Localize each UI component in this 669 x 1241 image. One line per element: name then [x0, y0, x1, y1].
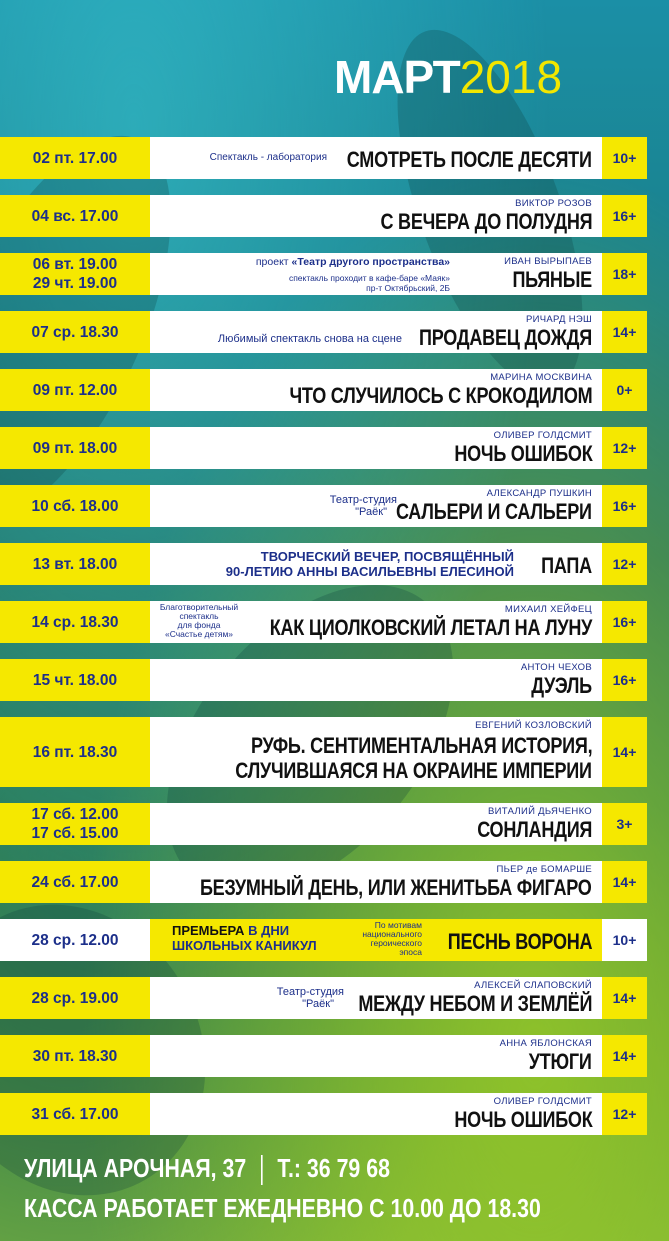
- age-rating: 18+: [602, 253, 647, 295]
- event-note: эпоса: [399, 947, 422, 957]
- event-row[interactable]: [0, 803, 647, 845]
- event-note: "Раёк": [302, 998, 334, 1010]
- event-note: "Раёк": [355, 506, 387, 518]
- event-row[interactable]: [0, 311, 647, 353]
- event-date: 17 сб. 12.00 17 сб. 15.00: [0, 803, 150, 845]
- event-body: [150, 1035, 602, 1077]
- event-body: [150, 977, 602, 1019]
- show-title: ПАПА: [541, 553, 592, 578]
- show-title: САЛЬЕРИ И САЛЬЕРИ: [396, 499, 592, 524]
- show-title: КАК ЦИОЛКОВСКИЙ ЛЕТАЛ НА ЛУНУ: [269, 615, 592, 640]
- event-row[interactable]: [0, 195, 647, 237]
- age-rating: 10+: [602, 919, 647, 961]
- event-date: 14 ср. 18.30: [0, 601, 150, 643]
- event-author: АЛЕКСАНДР ПУШКИН: [486, 488, 592, 499]
- event-body: [150, 427, 602, 469]
- event-body: [150, 543, 602, 585]
- show-title: ДУЭЛЬ: [531, 673, 592, 698]
- event-date: 16 пт. 18.30: [0, 717, 150, 787]
- event-row[interactable]: [0, 427, 647, 469]
- event-body: [150, 311, 602, 353]
- event-date: 13 вт. 18.00: [0, 543, 150, 585]
- event-author: МАРИНА МОСКВИНА: [490, 372, 592, 383]
- show-title: ПРОДАВЕЦ ДОЖДЯ: [418, 325, 592, 350]
- event-row[interactable]: [0, 1093, 647, 1135]
- event-date: 15 чт. 18.00: [0, 659, 150, 701]
- event-author: ПЬЕР де БОМАРШЕ: [496, 864, 592, 875]
- footer-address: УЛИЦА АРОЧНАЯ, 37: [24, 1153, 247, 1183]
- event-body: [150, 601, 602, 643]
- age-rating: 14+: [602, 1035, 647, 1077]
- age-rating: 14+: [602, 311, 647, 353]
- age-rating: 14+: [602, 717, 647, 787]
- event-body: [150, 861, 602, 903]
- event-note: Театр-студия: [329, 494, 397, 506]
- show-title: ЧТО СЛУЧИЛОСЬ С КРОКОДИЛОМ: [289, 383, 592, 408]
- footer-divider: [261, 1155, 263, 1185]
- event-note: спектакль: [179, 611, 219, 621]
- event-date: 28 ср. 12.00: [0, 919, 150, 961]
- event-note: По мотивам: [374, 920, 422, 930]
- footer-address-line: [24, 1153, 390, 1185]
- age-rating: 16+: [602, 601, 647, 643]
- event-date: 02 пт. 17.00: [0, 137, 150, 179]
- age-rating: 16+: [602, 195, 647, 237]
- event-row[interactable]: [0, 977, 647, 1019]
- event-body: [150, 659, 602, 701]
- venue-line: пр-т Октябрьский, 2Б: [366, 283, 450, 293]
- event-note: Любимый спектакль снова на сцене: [217, 333, 402, 345]
- event-note: Благотворительный: [159, 602, 239, 612]
- event-row[interactable]: [0, 543, 647, 585]
- show-title: НОЧЬ ОШИБОК: [453, 441, 592, 466]
- age-rating: 16+: [602, 485, 647, 527]
- age-rating: 12+: [602, 1093, 647, 1135]
- age-rating: 14+: [602, 977, 647, 1019]
- event-author: ВИТАЛИЙ ДЬЯЧЕНКО: [488, 806, 592, 817]
- event-note: для фонда: [177, 620, 221, 630]
- event-body: [150, 137, 602, 179]
- event-date: 04 вс. 17.00: [0, 195, 150, 237]
- event-body: [150, 919, 602, 961]
- event-author: РИЧАРД НЭШ: [525, 314, 592, 325]
- event-date: 09 пт. 12.00: [0, 369, 150, 411]
- event-row[interactable]: [0, 861, 647, 903]
- event-note: Спектакль - лаборатория: [209, 152, 327, 163]
- footer-phone: Т.: 36 79 68: [277, 1153, 390, 1183]
- show-title: СМОТРЕТЬ ПОСЛЕ ДЕСЯТИ: [347, 147, 592, 172]
- event-date: 07 ср. 18.30: [0, 311, 150, 353]
- age-rating: 12+: [602, 543, 647, 585]
- title-year: 2018: [459, 51, 563, 103]
- event-body: [150, 195, 602, 237]
- event-date: 06 вт. 19.00 29 чт. 19.00: [0, 253, 150, 295]
- age-rating: 10+: [602, 137, 647, 179]
- age-rating: 0+: [602, 369, 647, 411]
- event-note: «Счастье детям»: [164, 629, 234, 639]
- event-date: 30 пт. 18.30: [0, 1035, 150, 1077]
- event-author: ВИКТОР РОЗОВ: [515, 198, 592, 209]
- show-title: ПЕСНЬ ВОРОНА: [447, 929, 592, 954]
- event-author: АЛЕКСЕЙ СЛАПОВСКИЙ: [474, 980, 592, 991]
- event-author: ИВАН ВЫРЫПАЕВ: [504, 256, 592, 267]
- event-author: МИХАИЛ ХЕЙФЕЦ: [504, 604, 592, 615]
- show-title: БЕЗУМНЫЙ ДЕНЬ, ИЛИ ЖЕНИТЬБА ФИГАРО: [200, 875, 592, 900]
- event-date: 31 сб. 17.00: [0, 1093, 150, 1135]
- show-title: НОЧЬ ОШИБОК: [453, 1107, 592, 1132]
- event-row[interactable]: [0, 919, 647, 961]
- age-rating: 12+: [602, 427, 647, 469]
- age-rating: 3+: [602, 803, 647, 845]
- event-body: [150, 253, 602, 295]
- show-title: ПЬЯНЫЕ: [512, 267, 592, 292]
- event-row[interactable]: [0, 253, 647, 295]
- show-title: СЛУЧИВШАЯСЯ НА ОКРАИНЕ ИМПЕРИИ: [235, 758, 592, 783]
- event-author: ОЛИВЕР ГОЛДСМИТ: [493, 430, 592, 441]
- show-title: СОНЛАНДИЯ: [477, 817, 592, 842]
- event-note: национального: [362, 929, 422, 939]
- age-rating: 16+: [602, 659, 647, 701]
- show-title: С ВЕЧЕРА ДО ПОЛУДНЯ: [380, 209, 592, 234]
- event-note: 90-ЛЕТИЮ АННЫ ВАСИЛЬЕВНЫ ЕЛЕСИНОЙ: [225, 564, 514, 579]
- event-body: [150, 369, 602, 411]
- project-label: проект «Театр другого пространства»: [255, 256, 450, 268]
- event-row[interactable]: [0, 717, 647, 787]
- age-rating: 14+: [602, 861, 647, 903]
- venue-line: спектакль проходит в кафе-баре «Маяк»: [288, 273, 450, 283]
- event-date: 28 ср. 19.00: [0, 977, 150, 1019]
- event-note: Театр-студия: [276, 986, 344, 998]
- event-author: ОЛИВЕР ГОЛДСМИТ: [493, 1096, 592, 1107]
- event-body: [150, 803, 602, 845]
- show-title: МЕЖДУ НЕБОМ И ЗЕМЛЁЙ: [358, 991, 592, 1016]
- title-month: МАРТ: [334, 51, 460, 103]
- event-note: ТВОРЧЕСКИЙ ВЕЧЕР, ПОСВЯЩЁННЫЙ: [260, 549, 514, 564]
- event-author: АНТОН ЧЕХОВ: [520, 662, 592, 673]
- show-title: УТЮГИ: [529, 1049, 592, 1074]
- event-row[interactable]: [0, 1035, 647, 1077]
- event-body: [150, 1093, 602, 1135]
- footer-hours: КАССА РАБОТАЕТ ЕЖЕДНЕВНО С 10.00 ДО 18.30: [24, 1193, 541, 1223]
- event-author: ЕВГЕНИЙ КОЗЛОВСКИЙ: [475, 720, 592, 731]
- event-body: [150, 485, 602, 527]
- event-row[interactable]: [0, 369, 647, 411]
- event-date: 09 пт. 18.00: [0, 427, 150, 469]
- event-date: 10 сб. 18.00: [0, 485, 150, 527]
- event-note: героического: [370, 938, 422, 948]
- page-title: [334, 50, 563, 103]
- premiere-label: ПРЕМЬЕРА В ДНИ: [172, 923, 290, 938]
- event-row[interactable]: [0, 601, 647, 643]
- event-row[interactable]: [0, 659, 647, 701]
- event-author: АННА ЯБЛОНСКАЯ: [499, 1038, 592, 1049]
- event-body: [150, 717, 602, 787]
- event-row[interactable]: [0, 137, 647, 179]
- event-row[interactable]: [0, 485, 647, 527]
- event-date: 24 сб. 17.00: [0, 861, 150, 903]
- premiere-label: ШКОЛЬНЫХ КАНИКУЛ: [172, 938, 317, 953]
- show-title: РУФЬ. СЕНТИМЕНТАЛЬНАЯ ИСТОРИЯ,: [250, 733, 592, 758]
